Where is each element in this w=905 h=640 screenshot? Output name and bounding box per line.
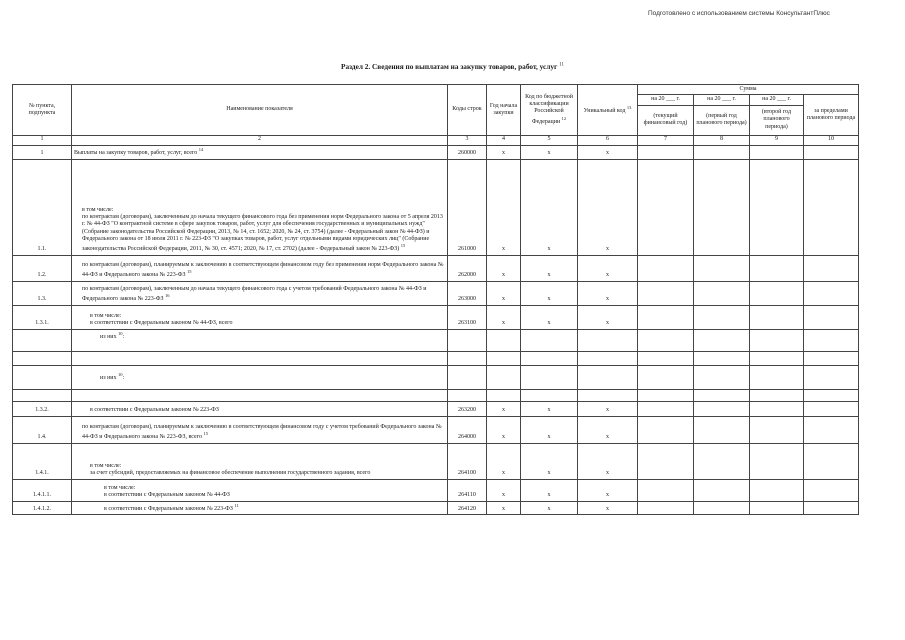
row-name[interactable]: [72, 351, 448, 365]
value-cell[interactable]: [694, 159, 750, 255]
table-row: [13, 159, 859, 255]
table-row: [13, 281, 859, 305]
value-cell[interactable]: [750, 305, 804, 329]
value-cell[interactable]: [638, 416, 694, 443]
value-cell[interactable]: [694, 145, 750, 159]
value-cell[interactable]: [694, 365, 750, 389]
row-number: 1.4.1.2.: [13, 501, 72, 514]
row-unique-code-cell: x: [578, 159, 638, 255]
value-cell[interactable]: [694, 305, 750, 329]
value-cell[interactable]: [521, 329, 578, 351]
header-year1-sub: (текущий финансовый год): [638, 105, 694, 135]
value-cell[interactable]: [638, 401, 694, 416]
value-cell[interactable]: [804, 389, 859, 401]
row-note: 16: [165, 293, 170, 299]
value-cell[interactable]: [750, 159, 804, 255]
row-number: 1.3.: [13, 281, 72, 305]
row-code: 263100: [448, 305, 487, 329]
row-number: 1.3.1.: [13, 305, 72, 329]
row-note: 15: [186, 269, 192, 275]
value-cell[interactable]: [750, 281, 804, 305]
table-row: [13, 401, 859, 416]
value-cell[interactable]: [694, 416, 750, 443]
table-row: [13, 351, 859, 365]
value-cell[interactable]: [638, 501, 694, 514]
row-number: 1.4.1.: [13, 443, 72, 479]
row-number: [13, 365, 72, 389]
value-cell[interactable]: [804, 329, 859, 351]
row-unique-code-cell: x: [578, 416, 638, 443]
row-name: [72, 443, 448, 479]
header-col-number: № пункта, подпункта: [13, 85, 72, 136]
value-cell[interactable]: [750, 351, 804, 365]
column-number: 7: [638, 135, 694, 145]
table-row: [13, 329, 859, 351]
table-row: [13, 416, 859, 443]
header-unique-code-text: Уникальный код: [583, 107, 626, 114]
value-cell[interactable]: [578, 365, 638, 389]
row-prefix: в том числе:: [104, 485, 136, 491]
table-row: [13, 389, 859, 401]
section-title-text: Раздел 2. Сведения по выплатам на закупку товаров, работ, услуг: [340, 62, 558, 71]
row-name: [72, 159, 448, 255]
row-number: 1.4.: [13, 416, 72, 443]
header-col-codes: Коды строк: [448, 85, 487, 136]
value-cell[interactable]: [804, 281, 859, 305]
row-name: из них $^{10}$:: [72, 365, 448, 389]
header-year3-sub: (второй год планового периода): [750, 105, 804, 135]
value-cell[interactable]: [487, 365, 521, 389]
row-year-cell: x: [487, 255, 521, 281]
value-cell[interactable]: [694, 501, 750, 514]
section-title-note: 11: [559, 62, 564, 68]
row-note: 11: [234, 502, 239, 508]
row-budget-code-cell: x: [521, 305, 578, 329]
row-code: 264100: [448, 443, 487, 479]
column-number: 5: [521, 135, 578, 145]
value-cell[interactable]: [750, 255, 804, 281]
row-year-cell: x: [487, 416, 521, 443]
row-code: 263200: [448, 401, 487, 416]
value-cell[interactable]: [487, 389, 521, 401]
value-cell[interactable]: [804, 479, 859, 501]
value-cell[interactable]: [578, 389, 638, 401]
value-cell[interactable]: [694, 281, 750, 305]
row-code: 263000: [448, 281, 487, 305]
row-number: 1.4.1.1.: [13, 479, 72, 501]
row-name-text: по контрактам (договорам), заключенным до начала текущего финансового года с учетом требований Федерального закона № 44-ФЗ и Федерального закона № 223-ФЗ: [82, 286, 427, 303]
row-budget-code-cell: x: [521, 501, 578, 514]
value-cell[interactable]: [638, 255, 694, 281]
row-code[interactable]: [448, 389, 487, 401]
row-unique-code-cell: x: [578, 281, 638, 305]
table-row: [13, 305, 859, 329]
value-cell[interactable]: [638, 159, 694, 255]
table-row: [13, 501, 859, 514]
column-number: 3: [448, 135, 487, 145]
consultant-watermark: Подготовлено с использованием системы КонсультантПлюс: [648, 10, 830, 17]
row-unique-code-cell: x: [578, 443, 638, 479]
row-name-text: по контрактам (договорам), заключенным до начала текущего финансового года без применения норм Федерального закона от 5 апреля 2013 г. № 44-ФЗ "О контрактной системе в сфере закупок товаров, работ, услуг для обеспечения государственных и муниципальных нужд" (Собрание законодательства Российской Федерации, 2013, № 14, ст. 1652; 2020, № 24, ст. 3754) (далее - Федеральный закон № 44-ФЗ) и Федерального закона от 18 июля 2011 г. № 223-ФЗ "О закупках товаров, работ, услуг отдельными видами юридических лиц" (Собрание законодательства Российской Федерации, 2011, № 30, ст. 4571; 2020, № 17, ст. 2702) (далее - Федеральный закон № 223-ФЗ): [82, 214, 443, 253]
header-budget-code-text: Код по бюджетной классификации Российской Федерации: [525, 93, 573, 125]
value-cell[interactable]: [804, 443, 859, 479]
value-cell[interactable]: [638, 479, 694, 501]
row-number: [13, 389, 72, 401]
value-cell[interactable]: [750, 145, 804, 159]
row-name: [72, 401, 448, 416]
header-year3: на 20 ___ г.: [750, 95, 804, 105]
value-cell[interactable]: [521, 365, 578, 389]
row-unique-code-cell: x: [578, 255, 638, 281]
row-unique-code-cell: x: [578, 501, 638, 514]
value-cell[interactable]: [694, 479, 750, 501]
row-name: [72, 501, 448, 514]
row-name[interactable]: [72, 389, 448, 401]
row-name: [72, 479, 448, 501]
row-code: 260000: [448, 145, 487, 159]
row-prefix: в том числе:: [90, 313, 122, 319]
header-beyond-period: за пределами планового периода: [804, 95, 859, 135]
row-code: 262000: [448, 255, 487, 281]
row-budget-code-cell: x: [521, 145, 578, 159]
row-unique-code-cell: x: [578, 145, 638, 159]
row-code: 261000: [448, 159, 487, 255]
column-number: 9: [750, 135, 804, 145]
column-number: 2: [72, 135, 448, 145]
value-cell[interactable]: [578, 351, 638, 365]
row-name-text: по контрактам (договорам), планируемым к заключению в соответствующем финансовом году с учетом требований Федерального закона № 44-ФЗ и Федерального закона № 223-ФЗ, всего: [82, 424, 442, 441]
row-code: 264120: [448, 501, 487, 514]
table-row: [13, 365, 859, 389]
value-cell[interactable]: [638, 145, 694, 159]
row-note: 15: [203, 431, 208, 437]
row-number: 1.1.: [13, 159, 72, 255]
row-code[interactable]: [448, 351, 487, 365]
row-note: 10: [118, 330, 123, 336]
value-cell[interactable]: [750, 365, 804, 389]
row-name: [72, 255, 448, 281]
header-budget-code-note: 12: [561, 115, 567, 121]
value-cell[interactable]: [487, 329, 521, 351]
value-cell[interactable]: [750, 329, 804, 351]
row-number: [13, 329, 72, 351]
row-prefix: в том числе:: [90, 463, 122, 469]
row-year-cell: x: [487, 305, 521, 329]
row-number: 1.3.2.: [13, 401, 72, 416]
value-cell[interactable]: [804, 501, 859, 514]
row-name-text: в соответствии с Федеральным законом № 223-ФЗ: [90, 407, 219, 414]
table-row: [13, 145, 859, 159]
row-year-cell: x: [487, 159, 521, 255]
header-col-unique-code: [578, 85, 638, 136]
value-cell[interactable]: [804, 305, 859, 329]
row-code: 264000: [448, 416, 487, 443]
value-cell[interactable]: [694, 351, 750, 365]
value-cell[interactable]: [638, 351, 694, 365]
row-code[interactable]: [448, 329, 487, 351]
column-number: 10: [804, 135, 859, 145]
row-unique-code-cell: x: [578, 305, 638, 329]
table-row: [13, 479, 859, 501]
value-cell[interactable]: [804, 416, 859, 443]
row-year-cell: x: [487, 401, 521, 416]
value-cell[interactable]: [521, 351, 578, 365]
row-budget-code-cell: x: [521, 479, 578, 501]
value-cell[interactable]: [750, 501, 804, 514]
section-title: [0, 62, 905, 71]
value-cell[interactable]: [638, 329, 694, 351]
row-note: 14: [198, 147, 204, 153]
row-name: [72, 416, 448, 443]
row-name-text: Выплаты на закупку товаров, работ, услуг, всего: [74, 150, 198, 157]
row-name: из них $^{10}$:: [72, 329, 448, 351]
row-year-cell: x: [487, 145, 521, 159]
row-note: 10: [118, 371, 123, 377]
row-label-text: из них: [100, 333, 117, 340]
row-note: 15: [400, 243, 406, 249]
column-number: 4: [487, 135, 521, 145]
header-col-year: Год начала закупки: [487, 85, 521, 136]
value-cell[interactable]: [804, 365, 859, 389]
row-unique-code-cell: x: [578, 479, 638, 501]
row-name: [72, 281, 448, 305]
value-cell[interactable]: [694, 255, 750, 281]
value-cell[interactable]: [750, 401, 804, 416]
row-name-text: по контрактам (договорам), планируемым к заключению в соответствующем финансовом году без применения норм Федерального закона № 44-ФЗ и Федерального закона № 223-ФЗ: [82, 262, 444, 279]
row-year-cell: x: [487, 281, 521, 305]
row-name-text: в соответствии с Федеральным законом № 44-ФЗ, всего: [90, 320, 233, 327]
row-budget-code-cell: x: [521, 159, 578, 255]
value-cell[interactable]: [638, 305, 694, 329]
row-code[interactable]: [448, 365, 487, 389]
row-budget-code-cell: x: [521, 281, 578, 305]
row-unique-code-cell: x: [578, 401, 638, 416]
column-numbers-row: [13, 135, 859, 145]
value-cell[interactable]: [638, 443, 694, 479]
column-number: 6: [578, 135, 638, 145]
header-col-budget-code: [521, 85, 578, 136]
table-row: [13, 443, 859, 479]
row-name-text: в соответствии с Федеральным законом № 223-ФЗ: [104, 505, 233, 512]
value-cell[interactable]: [750, 479, 804, 501]
value-cell[interactable]: [804, 159, 859, 255]
row-name-text: за счет субсидий, предоставляемых на финансовое обеспечение выполнения государственного задания, всего: [90, 470, 371, 477]
value-cell[interactable]: [638, 389, 694, 401]
row-prefix: в том числе:: [82, 206, 114, 213]
row-name: [72, 145, 448, 159]
row-year-cell: x: [487, 479, 521, 501]
table-row: [13, 255, 859, 281]
row-budget-code-cell: x: [521, 401, 578, 416]
row-number: 1.2.: [13, 255, 72, 281]
value-cell[interactable]: [804, 401, 859, 416]
row-name-text: в соответствии с Федеральным законом № 44-ФЗ: [104, 492, 230, 499]
value-cell[interactable]: [804, 255, 859, 281]
row-name: [72, 305, 448, 329]
header-year1: на 20 ___ г.: [638, 95, 694, 105]
value-cell[interactable]: [750, 443, 804, 479]
value-cell[interactable]: [694, 329, 750, 351]
row-year-cell: x: [487, 501, 521, 514]
value-cell[interactable]: [694, 389, 750, 401]
header-year2-sub: (первый год планового периода): [694, 105, 750, 135]
value-cell[interactable]: [694, 443, 750, 479]
column-number: 8: [694, 135, 750, 145]
value-cell[interactable]: [521, 389, 578, 401]
row-number: 1: [13, 145, 72, 159]
row-budget-code-cell: x: [521, 416, 578, 443]
value-cell[interactable]: [638, 365, 694, 389]
value-cell[interactable]: [578, 329, 638, 351]
header-unique-code-note: 13: [626, 104, 632, 110]
header-year2: на 20 ___ г.: [694, 95, 750, 105]
payments-table: [12, 84, 859, 515]
row-number: [13, 351, 72, 365]
value-cell[interactable]: [638, 281, 694, 305]
value-cell[interactable]: [804, 145, 859, 159]
row-budget-code-cell: x: [521, 255, 578, 281]
row-code: 264110: [448, 479, 487, 501]
value-cell[interactable]: [804, 351, 859, 365]
row-budget-code-cell: x: [521, 443, 578, 479]
column-number: 1: [13, 135, 72, 145]
value-cell[interactable]: [750, 416, 804, 443]
header-col-name: Наименование показателя: [72, 85, 448, 136]
value-cell[interactable]: [694, 401, 750, 416]
header-sum: Сумма: [638, 85, 859, 95]
row-year-cell: x: [487, 443, 521, 479]
value-cell[interactable]: [750, 389, 804, 401]
row-label-text: из них: [100, 374, 117, 381]
value-cell[interactable]: [487, 351, 521, 365]
